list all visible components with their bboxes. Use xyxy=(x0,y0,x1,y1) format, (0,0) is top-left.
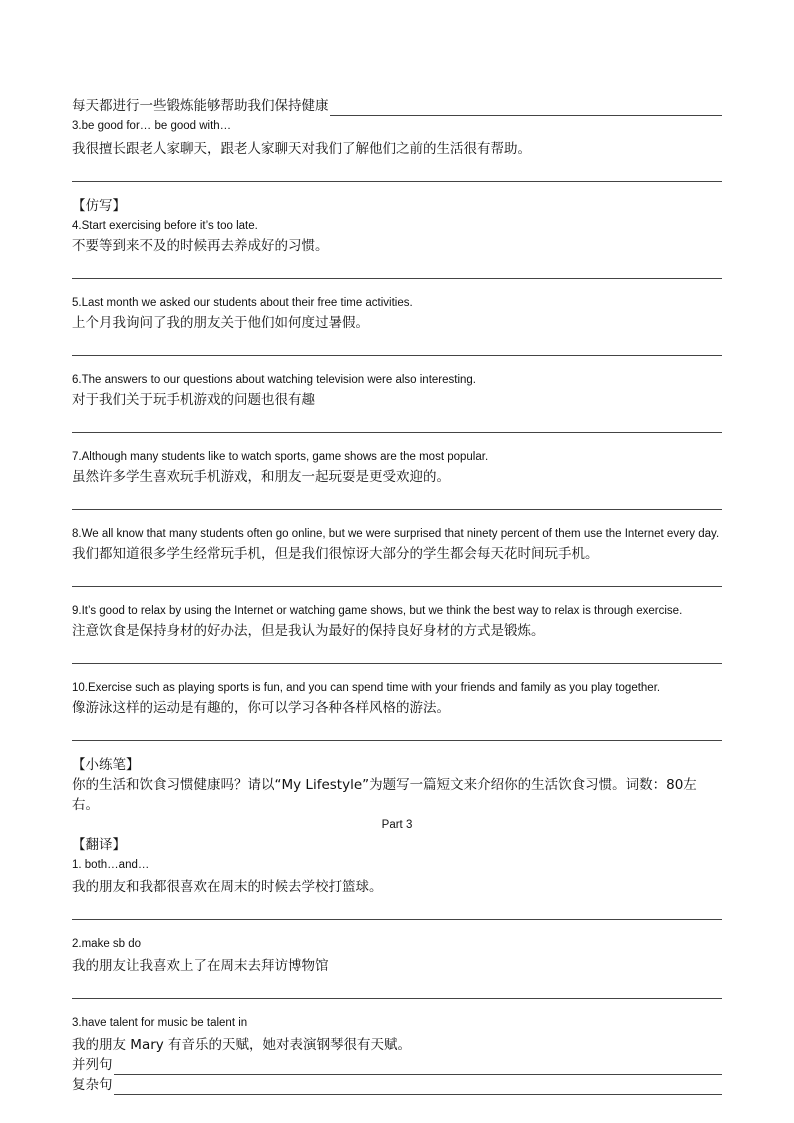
item-chinese: 对于我们关于玩手机游戏的问题也很有趣 xyxy=(72,392,315,408)
answer-line[interactable] xyxy=(330,100,723,116)
fangxie-item-6 xyxy=(72,370,722,433)
fanyi-item-1 xyxy=(72,855,722,920)
section-xiaolianbi-heading: 【小练笔】 xyxy=(72,757,140,773)
fangxie-item-8 xyxy=(72,524,722,587)
item-chinese: 我的朋友让我喜欢上了在周末去拜访博物馆 xyxy=(72,958,329,974)
fanyi-item-2 xyxy=(72,934,722,999)
answer-line[interactable] xyxy=(72,641,722,664)
item-english: 2.make sb do xyxy=(72,938,142,950)
answer-line[interactable] xyxy=(72,718,722,741)
section-fanyi-heading: 【翻译】 xyxy=(72,837,126,853)
item-english: 3.have talent for music be talent in xyxy=(72,1017,248,1029)
item-chinese: 我的朋友和我都很喜欢在周末的时候去学校打篮球。 xyxy=(72,879,383,895)
compound-sentence-line xyxy=(72,1055,722,1075)
fangxie-item-5 xyxy=(72,293,722,356)
answer-line[interactable] xyxy=(114,1079,723,1095)
item-english: 8.We all know that many students often go online, but we were surprised that ninety percent of them use the Internet every day. xyxy=(72,528,720,540)
answer-line[interactable] xyxy=(72,256,722,279)
section-fangxie-heading: 【仿写】 xyxy=(72,198,126,214)
part-title: Part 3 xyxy=(381,819,413,831)
top-sentence-line xyxy=(72,96,722,116)
item-chinese: 像游泳这样的运动是有趣的，你可以学习各种各样风格的游法。 xyxy=(72,700,450,716)
worksheet-page xyxy=(72,96,722,1095)
fangxie-item-9 xyxy=(72,601,722,664)
xiaolianbi-prompt: 你的生活和饮食习惯健康吗？请以“My Lifestyle”为题写一篇短文来介绍你的生活饮食习惯。词数：80左右。 xyxy=(72,777,697,813)
fangxie-item-7 xyxy=(72,447,722,510)
item-chinese: 我的朋友 Mary 有音乐的天赋，她对表演钢琴很有天赋。 xyxy=(72,1037,412,1053)
item-english: 4.Start exercising before it’s too late. xyxy=(72,220,258,232)
item-chinese: 我们都知道很多学生经常玩手机，但是我们很惊讶大部分的学生都会每天花时间玩手机。 xyxy=(72,546,599,562)
fangxie-item-10 xyxy=(72,678,722,741)
answer-line[interactable] xyxy=(72,410,722,433)
item-english: 10.Exercise such as playing sports is fun, and you can spend time with your friends and family as you play together. xyxy=(72,682,661,694)
answer-line[interactable] xyxy=(72,976,722,999)
compound-label: 并列句 xyxy=(72,1057,113,1073)
fanyi-item-3 xyxy=(72,1013,722,1095)
answer-line[interactable] xyxy=(72,564,722,587)
item-chinese: 上个月我询问了我的朋友关于他们如何度过暑假。 xyxy=(72,315,369,331)
item3-prompt: 3.be good for… be good with… xyxy=(72,120,232,132)
item-english: 1. both…and… xyxy=(72,859,150,871)
item-english: 5.Last month we asked our students about their free time activities. xyxy=(72,297,413,309)
complex-label: 复杂句 xyxy=(72,1077,113,1093)
item-chinese: 注意饮食是保持身材的好办法，但是我认为最好的保持良好身材的方式是锻炼。 xyxy=(72,623,545,639)
item3-chinese: 我很擅长跟老人家聊天，跟老人家聊天对我们了解他们之前的生活很有帮助。 xyxy=(72,141,531,157)
answer-line[interactable] xyxy=(114,1059,723,1075)
answer-line[interactable] xyxy=(72,333,722,356)
answer-line[interactable] xyxy=(72,159,722,182)
item-english: 7.Although many students like to watch sports, game shows are the most popular. xyxy=(72,451,489,463)
fangxie-item-4 xyxy=(72,216,722,279)
answer-line[interactable] xyxy=(72,897,722,920)
top-sentence: 每天都进行一些锻炼能够帮助我们保持健康 xyxy=(72,98,329,114)
item-english: 6.The answers to our questions about watching television were also interesting. xyxy=(72,374,477,386)
answer-line[interactable] xyxy=(72,487,722,510)
item-chinese: 虽然许多学生喜欢玩手机游戏，和朋友一起玩耍是更受欢迎的。 xyxy=(72,469,450,485)
item-english: 9.It’s good to relax by using the Internet or watching game shows, but we think the best way to relax is through exercise. xyxy=(72,605,683,617)
item-chinese: 不要等到来不及的时候再去养成好的习惯。 xyxy=(72,238,329,254)
complex-sentence-line xyxy=(72,1075,722,1095)
